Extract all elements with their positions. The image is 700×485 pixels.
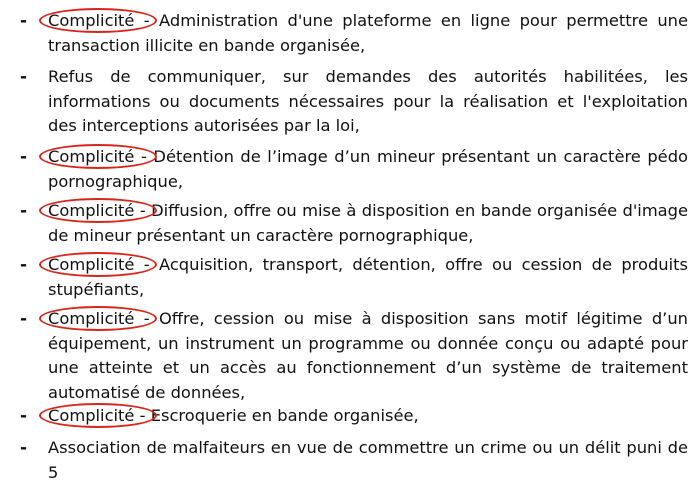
separator: - [134, 255, 159, 274]
separator: - [134, 11, 160, 30]
bullet: - [20, 309, 28, 329]
circled-label [48, 199, 134, 224]
circled-label [48, 253, 134, 278]
bullet: - [20, 147, 28, 167]
item-text [48, 199, 688, 248]
item-text [48, 65, 688, 139]
highlight-label: Complicité [48, 201, 135, 220]
highlight-label: Complicité [48, 255, 135, 274]
item-body: Détention de l’image d’un mineur présentant un caractère pédo pornographique, [48, 147, 688, 191]
separator: - [134, 201, 152, 220]
highlight-label: Complicité [48, 406, 135, 425]
bullet: - [20, 201, 28, 221]
bullet: - [20, 406, 28, 426]
bullet: - [20, 11, 28, 31]
circled-label [48, 307, 134, 332]
item-body: Offre, cession ou mise à disposition sans motif légitime d’un équipement, un instrument un programme ou donnée conçu ou adapté pour une atteinte et un accès au fonctionnement d’un système de traitement automatisé de données, [48, 309, 688, 402]
separator: - [134, 147, 154, 166]
highlight-label: Complicité [48, 11, 135, 30]
bullet: - [20, 438, 28, 458]
separator: - [134, 309, 159, 328]
item-text [48, 253, 688, 302]
item-body: Escroquerie en bande organisée, [150, 406, 419, 425]
circled-label [48, 404, 134, 429]
highlight-label: Complicité [48, 309, 135, 328]
item-text [48, 145, 688, 194]
item-body: Acquisition, transport, détention, offre ou cession de produits stupéfiants, [48, 255, 688, 299]
separator: - [134, 406, 151, 425]
bullet: - [20, 255, 28, 275]
item-body: Administration d'une plateforme en ligne pour permettre une transaction illicite en bande organisée, [48, 11, 688, 55]
item-body: Diffusion, offre ou mise à disposition en bande organisée d'image de mineur présentant un caractère pornographique, [48, 201, 689, 245]
item-text [48, 9, 688, 58]
item-text [48, 404, 688, 429]
bullet: - [20, 67, 28, 87]
item-body: Refus de communiquer, sur demandes des autorités habilitées, les informations ou documents nécessaires pour la réalisation et l'exploitation des interceptions autorisées par la loi, [48, 67, 688, 135]
circled-label [48, 9, 134, 34]
item-body: Association de malfaiteurs en vue de commettre un crime ou un délit puni de 5 [48, 438, 688, 482]
item-text [48, 436, 688, 485]
circled-label [48, 145, 134, 170]
highlight-label: Complicité [48, 147, 135, 166]
item-text [48, 307, 688, 405]
